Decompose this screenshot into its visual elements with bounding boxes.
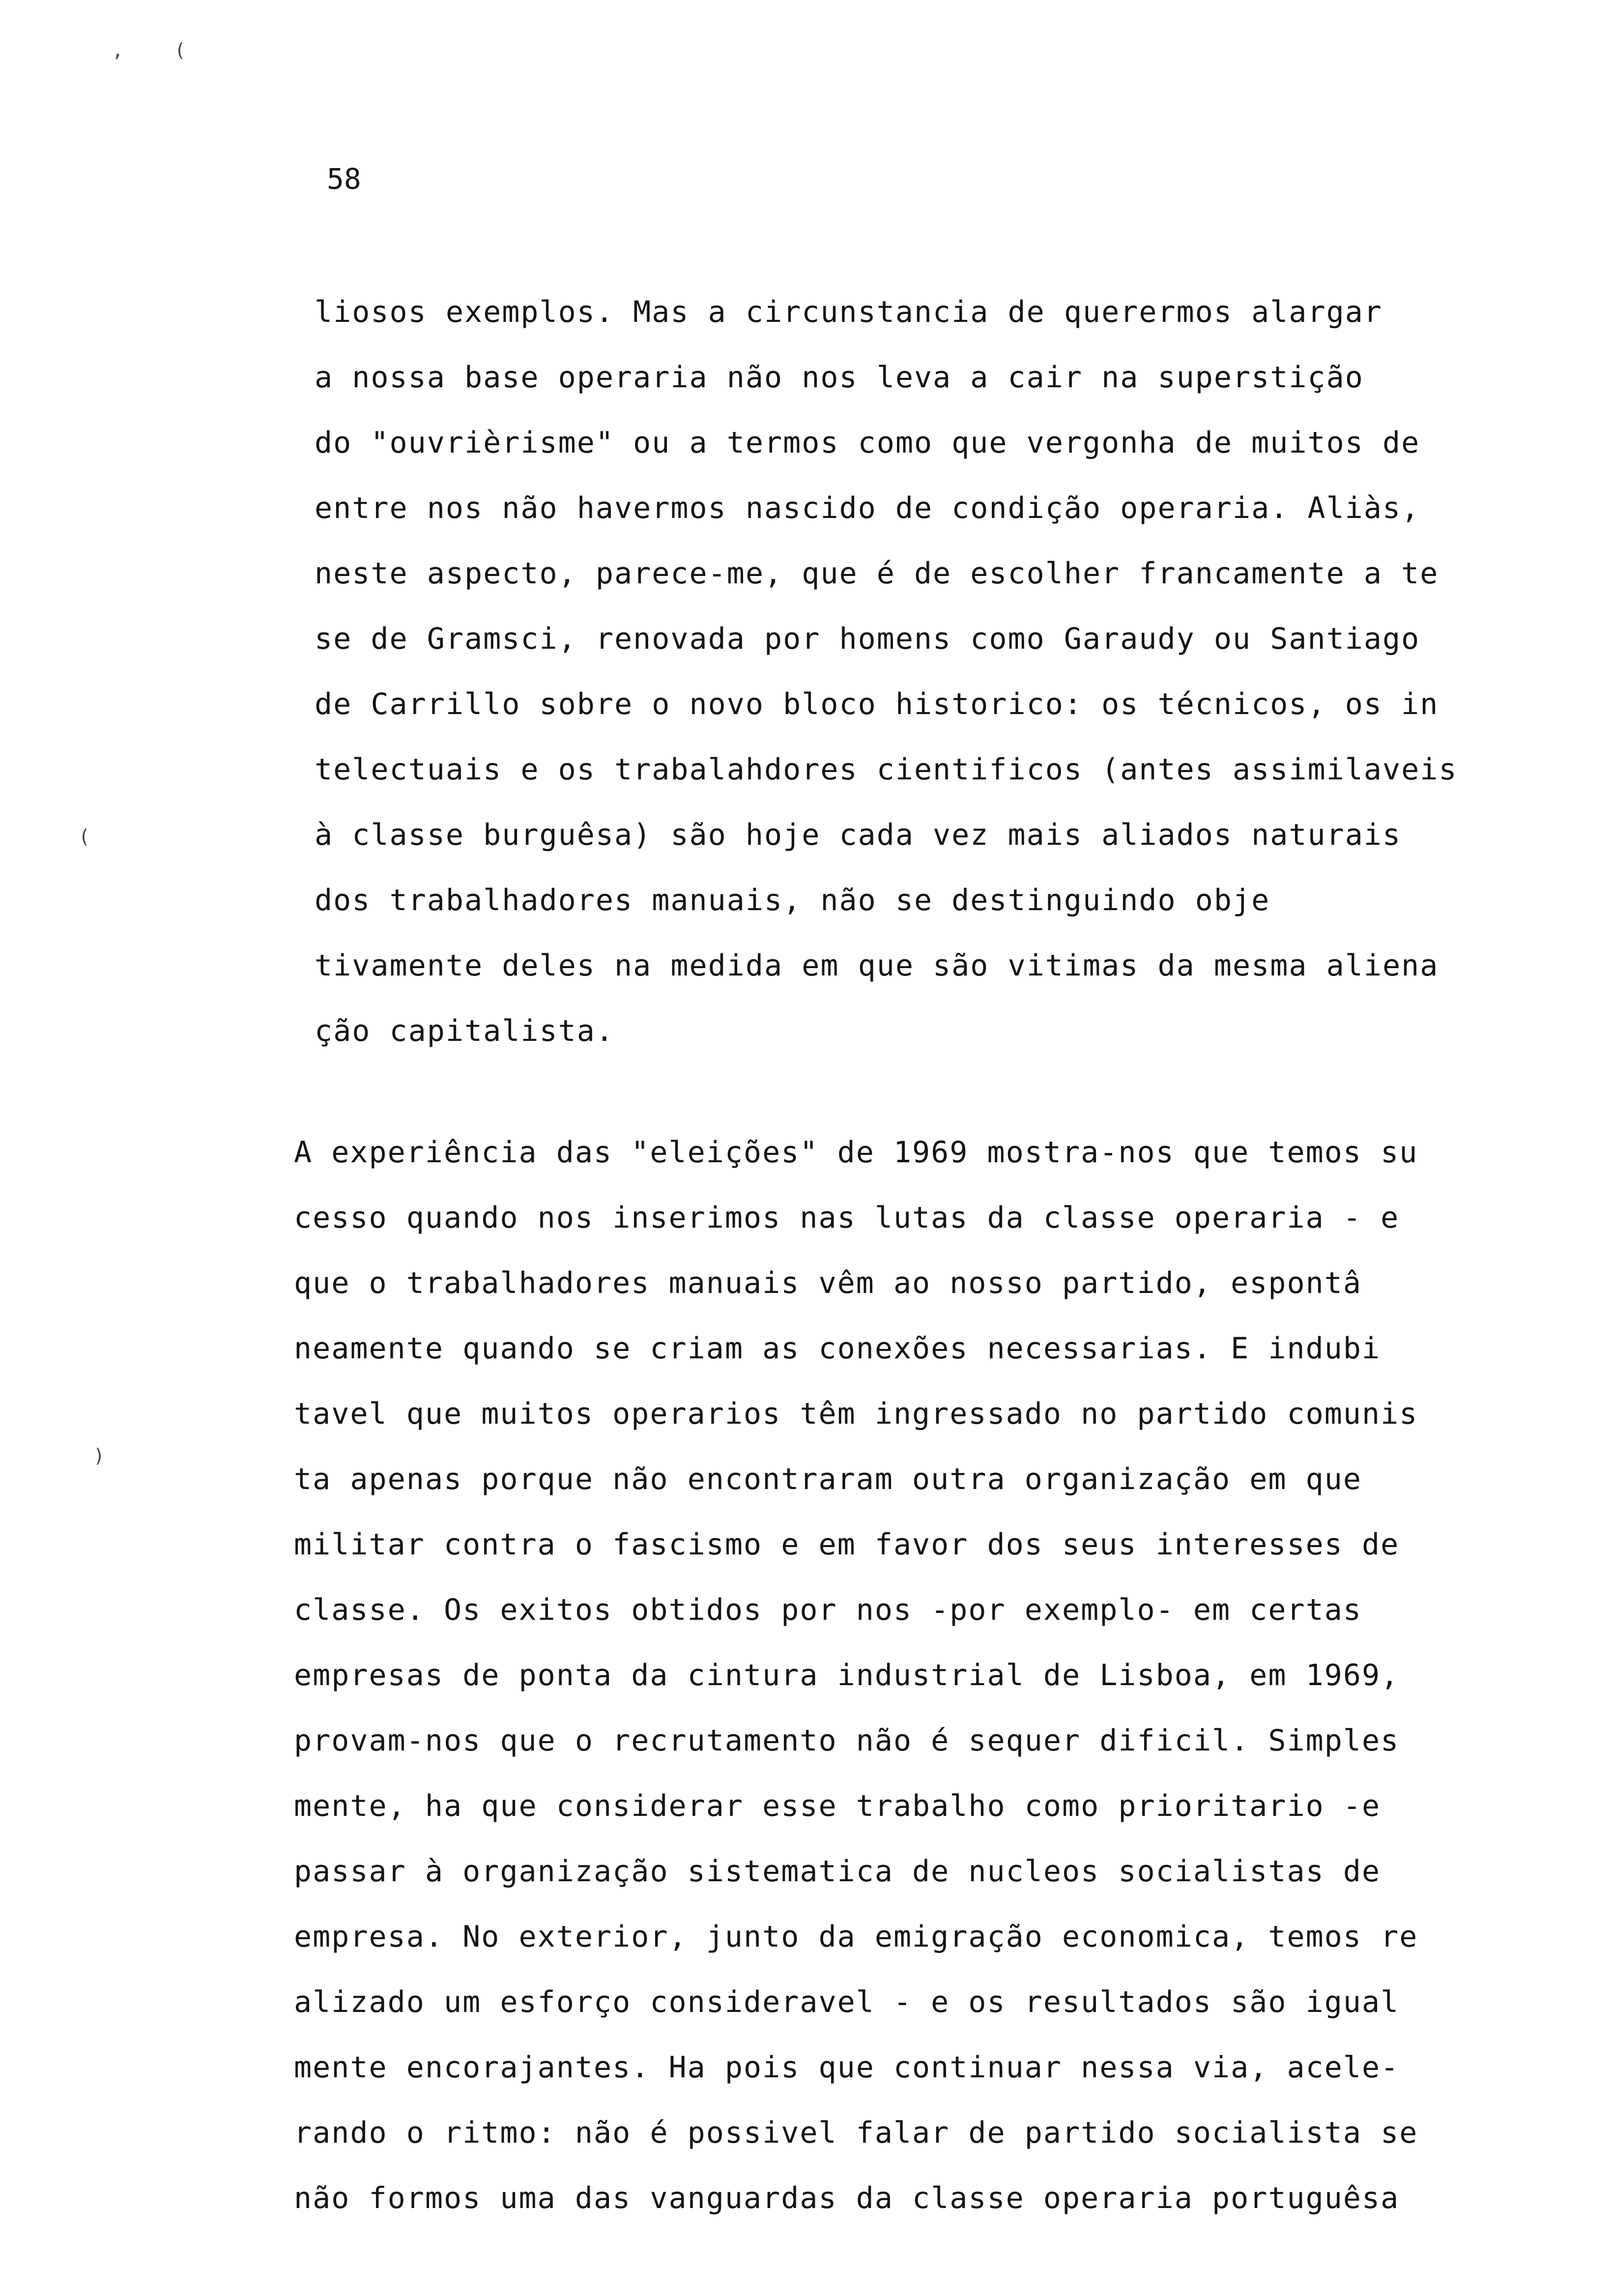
text-line: empresas de ponta da cintura industrial de Lisboa, em 1969,	[294, 1658, 1400, 1693]
page-number: 58	[327, 162, 361, 196]
text-line: se de Gramsci, renovada por homens como Garaudy ou Santiago	[315, 622, 1420, 656]
text-line: entre nos não havermos nascido de condição operaria. Aliàs,	[315, 491, 1420, 525]
text-line: empresa. No exterior, junto da emigração economica, temos re	[294, 1920, 1418, 1954]
text-line: a nossa base operaria não nos leva a cair na superstição	[315, 360, 1364, 395]
text-line: provam-nos que o recrutamento não é sequer dificil. Simples	[294, 1723, 1400, 1758]
text-line: neste aspecto, parece-me, que é de escolher francamente a te	[315, 556, 1439, 591]
text-line: tivamente deles na medida em que são vitimas da mesma aliena	[315, 948, 1439, 983]
text-line: à classe burguêsa) são hoje cada vez mais aliados naturais	[315, 818, 1402, 852]
text-line: ção capitalista.	[315, 1014, 614, 1048]
text-line: não formos uma das vanguardas da classe operaria portuguêsa	[294, 2181, 1400, 2215]
text-line: do "ouvrièrisme" ou a termos como que vergonha de muitos de	[315, 426, 1420, 460]
text-line: rando o ritmo: não é possivel falar de partido socialista se	[294, 2116, 1418, 2150]
text-line: liosos exemplos. Mas a circunstancia de querermos alargar	[315, 295, 1383, 329]
text-line: classe. Os exitos obtidos por nos -por exemplo- em certas	[294, 1593, 1362, 1627]
text-line: dos trabalhadores manuais, não se destinguindo obje	[315, 883, 1270, 918]
text-line: cesso quando nos inserimos nas lutas da classe operaria - e	[294, 1201, 1400, 1235]
stray-mark: ,	[112, 39, 123, 61]
text-line: neamente quando se criam as conexões necessarias. E indubi	[294, 1331, 1381, 1366]
text-line: tavel que muitos operarios têm ingressado no partido comunis	[294, 1397, 1418, 1431]
stray-mark: )	[93, 1445, 105, 1466]
text-line: ta apenas porque não encontraram outra organização em que	[294, 1462, 1362, 1496]
text-line: telectuais e os trabalahdores cientificos (antes assimilaveis	[315, 752, 1458, 787]
stray-mark: (	[174, 39, 186, 61]
text-line: A experiência das "eleições" de 1969 mostra-nos que temos su	[294, 1135, 1418, 1170]
text-line: de Carrillo sobre o novo bloco historico: os técnicos, os in	[315, 687, 1439, 721]
text-line: militar contra o fascismo e em favor dos seus interesses de	[294, 1527, 1400, 1562]
text-line: que o trabalhadores manuais vêm ao nosso partido, espontâ	[294, 1266, 1362, 1300]
text-line: mente encorajantes. Ha pois que continuar nessa via, acele-	[294, 2050, 1400, 2085]
text-line: passar à organização sistematica de nucleos socialistas de	[294, 1854, 1381, 1889]
stray-mark: (	[79, 826, 90, 847]
text-line: alizado um esforço consideravel - e os resultados são igual	[294, 1985, 1400, 2019]
text-line: mente, ha que considerar esse trabalho como prioritario -e	[294, 1789, 1381, 1823]
